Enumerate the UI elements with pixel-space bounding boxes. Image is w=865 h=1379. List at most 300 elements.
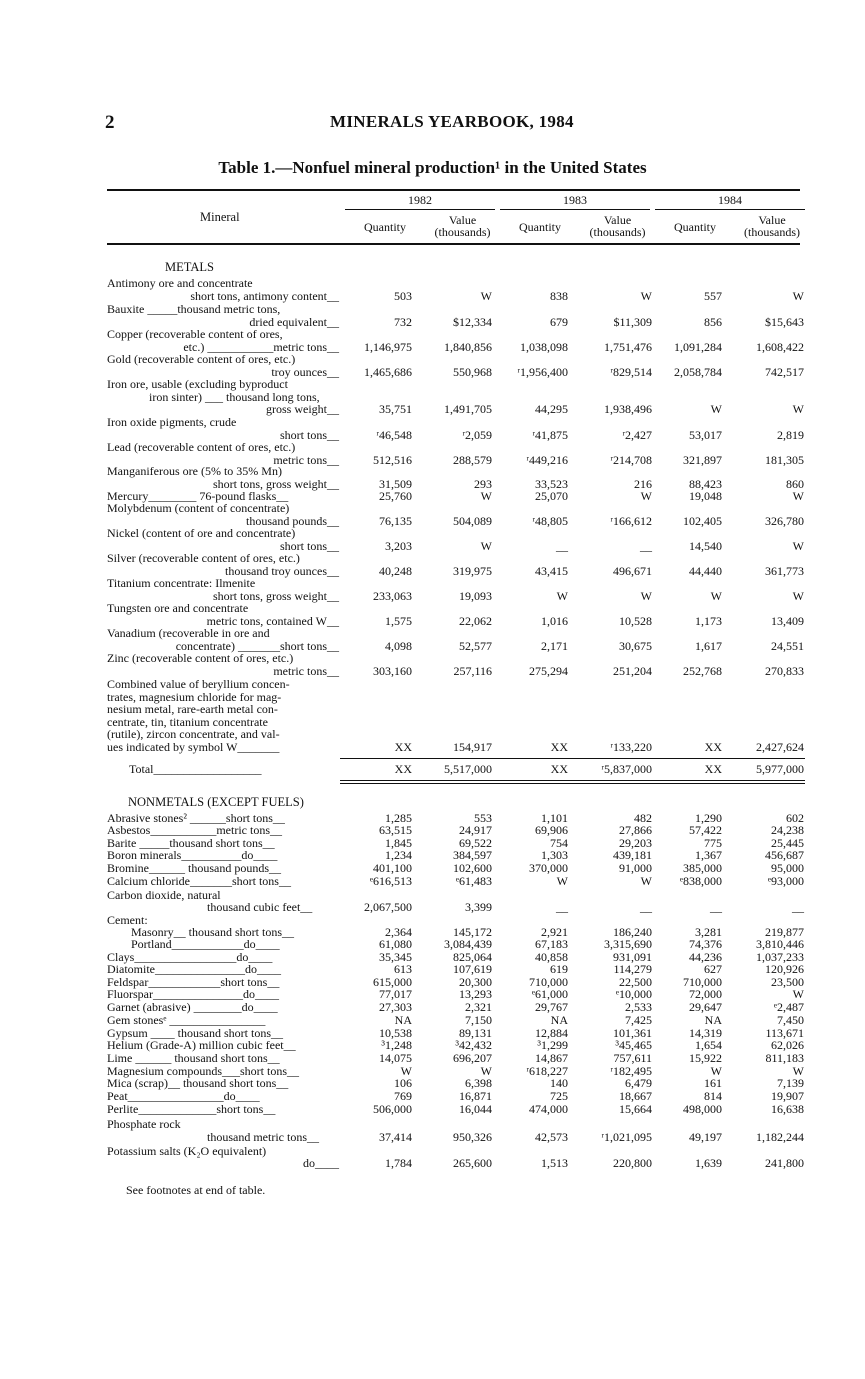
table-cell: ʳ182,495 xyxy=(610,1064,652,1078)
row-label-line: Barite _____thousand short tons__ xyxy=(107,836,275,850)
table-cell: 30,675 xyxy=(619,638,652,653)
table-cell: 241,800 xyxy=(765,1156,804,1170)
row-label xyxy=(107,627,339,652)
table-cell: 67,183 xyxy=(535,937,568,951)
value-header-line1: Value xyxy=(603,213,632,227)
table-cell: W xyxy=(480,288,492,303)
table-cell: 42,573 xyxy=(535,1130,568,1144)
row-label xyxy=(107,1118,339,1131)
row-label-line: Lead (recoverable content of ores, etc.) xyxy=(107,440,296,454)
row-label-line: Silver (recoverable content of ores, etc.) xyxy=(107,551,300,565)
row-label-line: Mercury________ 76-pound flasks__ xyxy=(107,489,289,503)
table-cell: W xyxy=(792,987,804,1001)
row-label xyxy=(107,1052,339,1065)
table-cell: 1,173 xyxy=(695,613,722,628)
table-cell: 145,172 xyxy=(453,925,492,939)
total-value: XX xyxy=(550,762,568,776)
table-cell: ᵉ93,000 xyxy=(767,874,804,888)
row-label xyxy=(107,441,339,466)
table-cell: ᵉ2,487 xyxy=(773,1000,804,1014)
table-cell: 20,300 xyxy=(459,975,492,989)
table-cell: 775 xyxy=(704,836,722,850)
row-label xyxy=(107,678,339,753)
row-label-line: Manganiferous ore (5% to 35% Mn) xyxy=(107,464,282,478)
table-cell: NA xyxy=(394,1013,412,1027)
table-cell: 504,089 xyxy=(453,513,492,528)
table-cell: 319,975 xyxy=(453,563,492,578)
table-cell: ʳ2,427 xyxy=(622,427,652,442)
row-label xyxy=(107,1131,339,1144)
year-rule-1982 xyxy=(345,209,495,210)
table-cell: 29,647 xyxy=(689,1000,722,1014)
total-value: 5,517,000 xyxy=(444,762,492,776)
row-label-line: thousand cubic feet__ xyxy=(207,900,313,914)
table-cell: 496,671 xyxy=(613,563,652,578)
year-rule-1983 xyxy=(500,209,650,210)
row-label-line: Bromine______ thousand pounds__ xyxy=(107,861,281,875)
table-cell: 22,500 xyxy=(619,975,652,989)
row-label-line: Carbon dioxide, natural xyxy=(107,888,221,902)
table-cell: 1,639 xyxy=(695,1156,722,1170)
row-label xyxy=(107,353,339,378)
table-cell: 2,321 xyxy=(465,1000,492,1014)
row-label-line: Abrasive stones² ______short tons__ xyxy=(107,811,285,825)
row-label-line: Antimony ore and concentrate xyxy=(107,276,253,290)
row-label-line: Nickel (content of ore and concentrate) xyxy=(107,526,296,540)
row-label-line: metric tons__ xyxy=(273,663,339,678)
row-label-line: Iron ore, usable (excluding byproduct xyxy=(107,377,288,391)
table-cell: 439,181 xyxy=(613,848,652,862)
table-cell: 385,000 xyxy=(683,861,722,875)
table-cell: 506,000 xyxy=(373,1102,412,1116)
table-cell: 24,238 xyxy=(771,823,804,837)
table-cell: 3,084,439 xyxy=(444,937,492,951)
table-cell: 321,897 xyxy=(683,452,722,467)
row-label-line: Peat________________do____ xyxy=(107,1089,260,1103)
row-label xyxy=(107,465,339,490)
table-cell: 326,780 xyxy=(765,513,804,528)
total-rule-top xyxy=(340,758,805,759)
row-label-line: Asbestos___________metric tons__ xyxy=(107,823,282,837)
row-label-line: Fluorspar_______________do____ xyxy=(107,987,279,1001)
table-cell: 3,281 xyxy=(695,925,722,939)
table-cell: 3,315,690 xyxy=(604,937,652,951)
table-cell: 1,367 xyxy=(695,848,722,862)
table-cell: 10,528 xyxy=(619,613,652,628)
value-header-line1: Value xyxy=(448,213,477,227)
table-cell: W xyxy=(556,588,568,603)
row-label-line: short tons, antimony content__ xyxy=(190,288,339,303)
table-cell: 19,048 xyxy=(689,489,722,503)
header-bottom-rule xyxy=(107,243,800,245)
row-label xyxy=(107,1077,339,1090)
table-cell: 769 xyxy=(394,1089,412,1103)
table-cell: 1,303 xyxy=(541,848,568,862)
table-cell: 10,538 xyxy=(379,1026,412,1040)
table-cell: 2,058,784 xyxy=(674,364,722,379)
table-cell: ʳ829,514 xyxy=(610,364,652,379)
table-cell: 69,522 xyxy=(459,836,492,850)
table-cell: 1,751,476 xyxy=(604,339,652,354)
table-cell: 931,091 xyxy=(613,950,652,964)
table-cell: 257,116 xyxy=(453,663,492,678)
row-label xyxy=(107,552,339,577)
table-cell: 19,093 xyxy=(459,588,492,603)
table-cell: 2,533 xyxy=(625,1000,652,1014)
table-cell: 1,101 xyxy=(541,811,568,825)
year-rule-1984 xyxy=(655,209,805,210)
row-label-line: thousand troy ounces__ xyxy=(225,563,339,578)
table-cell: 1,840,856 xyxy=(444,339,492,354)
table-cell: 811,183 xyxy=(765,1051,804,1065)
row-label xyxy=(107,602,339,627)
table-cell: 113,671 xyxy=(765,1026,804,1040)
table-cell: 69,906 xyxy=(535,823,568,837)
value-header-line1: Value xyxy=(758,213,786,227)
table-cell: ʳ133,220 xyxy=(610,739,652,754)
table-cell: 14,867 xyxy=(535,1051,568,1065)
row-label-line: short tons, gross weight__ xyxy=(213,588,339,603)
row-label-line: Gypsum ____ thousand short tons__ xyxy=(107,1026,284,1040)
table-cell: 106 xyxy=(394,1076,412,1090)
table-cell: 57,422 xyxy=(689,823,722,837)
quantity-header: Quantity xyxy=(364,220,406,234)
table-cell: 619 xyxy=(550,962,568,976)
table-cell: W xyxy=(710,1064,722,1078)
row-label xyxy=(107,875,339,888)
table-cell: 1,037,233 xyxy=(756,950,804,964)
table-cell: 74,376 xyxy=(689,937,722,951)
table-cell: ᵉ838,000 xyxy=(679,874,722,888)
row-label-line: Gem stonesᵉ ________________ xyxy=(107,1013,266,1027)
table-cell: 2,364 xyxy=(385,925,412,939)
table-cell: 16,871 xyxy=(459,1089,492,1103)
table-cell: W xyxy=(400,1064,412,1078)
table-cell: ʳ449,216 xyxy=(526,452,568,467)
row-label-line: Vanadium (recoverable in ore and xyxy=(107,626,270,640)
table-cell: 725 xyxy=(550,1089,568,1103)
row-label xyxy=(107,1014,339,1027)
row-label-line: ues indicated by symbol W_______ xyxy=(107,739,280,754)
table-cell: 838 xyxy=(550,288,568,303)
row-label-line: Boron minerals__________do____ xyxy=(107,848,278,862)
row-label xyxy=(107,824,339,837)
table-cell: 140 xyxy=(550,1076,568,1090)
table-cell: 44,236 xyxy=(689,950,722,964)
table-cell: 401,100 xyxy=(373,861,412,875)
total-value: 5,977,000 xyxy=(756,762,804,776)
table-cell: ʳ2,059 xyxy=(462,427,492,442)
table-cell: W xyxy=(480,538,492,553)
table-cell: 456,687 xyxy=(765,848,804,862)
row-label-line: Mica (scrap)__ thousand short tons__ xyxy=(107,1076,289,1090)
row-label-line: Combined value of beryllium concen- xyxy=(107,677,290,691)
row-label-line: troy ounces__ xyxy=(271,364,339,379)
table-cell: 825,064 xyxy=(453,950,492,964)
table-cell: 216 xyxy=(634,476,652,491)
table-cell: 602 xyxy=(786,811,804,825)
year-1982: 1982 xyxy=(408,193,432,207)
row-label xyxy=(107,303,339,328)
row-label xyxy=(107,577,339,602)
row-label-line: Phosphate rock xyxy=(107,1117,181,1131)
table-cell: 627 xyxy=(704,962,722,976)
table-cell: 2,427,624 xyxy=(756,739,804,754)
table-cell: 1,285 xyxy=(385,811,412,825)
value-header-line2: (thousands) xyxy=(744,225,800,239)
table-cell: 303,160 xyxy=(373,663,412,678)
value-header xyxy=(425,214,500,238)
table-cell: 370,000 xyxy=(529,861,568,875)
table-cell: W xyxy=(792,538,804,553)
table-cell: 4,098 xyxy=(385,638,412,653)
table-cell: 44,295 xyxy=(535,402,568,416)
table-cell: 13,409 xyxy=(771,613,804,628)
table-cell: 6,398 xyxy=(465,1076,492,1090)
table-cell: 7,425 xyxy=(625,1013,652,1027)
table-cell: 1,290 xyxy=(695,811,722,825)
table-cell: ʳ46,548 xyxy=(376,427,412,442)
table-cell: 1,608,422 xyxy=(756,339,804,354)
table-cell: 102,600 xyxy=(453,861,492,875)
table-cell: 12,884 xyxy=(535,1026,568,1040)
row-label-line: Copper (recoverable content of ores, xyxy=(107,327,283,341)
table-cell: 1,617 xyxy=(695,638,722,653)
table-cell: $15,643 xyxy=(765,314,804,329)
table-cell: W xyxy=(792,1064,804,1078)
row-label xyxy=(107,938,339,951)
row-label-line: Zinc (recoverable content of ores, etc.) xyxy=(107,651,294,665)
table-cell: 44,440 xyxy=(689,563,722,578)
row-label-line: (rutile), zircon concentrate, and val- xyxy=(107,727,280,741)
table-cell: 6,479 xyxy=(625,1076,652,1090)
table-cell: XX xyxy=(394,739,412,754)
table-cell: __ xyxy=(640,900,652,914)
table-cell: ʳ48,805 xyxy=(532,513,568,528)
table-cell: ʳ1,956,400 xyxy=(517,364,568,379)
table-cell: 1,575 xyxy=(385,613,412,628)
total-value: XX xyxy=(704,762,722,776)
table-cell: W xyxy=(792,402,804,416)
table-cell: ³42,432 xyxy=(455,1038,492,1052)
table-cell: 710,000 xyxy=(529,975,568,989)
table-cell: 757,611 xyxy=(613,1051,652,1065)
row-label-line: metric tons, contained W__ xyxy=(206,613,339,628)
table-cell: NA xyxy=(704,1013,722,1027)
total-value: XX xyxy=(394,762,412,776)
row-label-line: thousand metric tons__ xyxy=(207,1130,319,1144)
table-cell: 814 xyxy=(704,1089,722,1103)
table-cell: 95,000 xyxy=(771,861,804,875)
table-cell: W xyxy=(640,874,652,888)
total-value: ʳ5,837,000 xyxy=(601,762,652,776)
table-cell: ³45,465 xyxy=(615,1038,652,1052)
table-cell: ³1,299 xyxy=(537,1038,568,1052)
quantity-header: Quantity xyxy=(674,220,716,234)
table-cell: 37,414 xyxy=(379,1130,412,1144)
table-cell: 161 xyxy=(704,1076,722,1090)
table-cell: 2,921 xyxy=(541,925,568,939)
row-label-line: Perlite_____________short tons__ xyxy=(107,1102,276,1116)
running-head: MINERALS YEARBOOK, 1984 xyxy=(330,112,574,131)
table-cell: 25,760 xyxy=(379,489,412,503)
table-cell: 53,017 xyxy=(689,427,722,442)
table-cell: XX xyxy=(704,739,722,754)
page-number: 2 xyxy=(105,112,115,133)
table-cell: 89,131 xyxy=(459,1026,492,1040)
table-cell: 474,000 xyxy=(529,1102,568,1116)
total-rule-bottom xyxy=(340,780,805,781)
table-cell: 384,597 xyxy=(453,848,492,862)
table-cell: 498,000 xyxy=(683,1102,722,1116)
table-cell: __ xyxy=(556,538,568,553)
table-cell: 288,579 xyxy=(453,452,492,467)
table-cell: 7,450 xyxy=(777,1013,804,1027)
table-cell: 270,833 xyxy=(765,663,804,678)
table-title: Table 1.—Nonfuel mineral production¹ in the United States xyxy=(218,158,647,177)
row-label-line: Molybdenum (content of concentrate) xyxy=(107,501,290,515)
table-cell: 52,577 xyxy=(459,638,492,653)
value-header xyxy=(733,214,811,238)
row-label-line: centrate, tin, titanium concentrate xyxy=(107,714,268,729)
table-cell: 72,000 xyxy=(689,987,722,1001)
table-cell: 265,600 xyxy=(453,1156,492,1170)
table-cell: __ xyxy=(556,900,568,914)
table-cell: 62,026 xyxy=(771,1038,804,1052)
row-label xyxy=(107,328,339,353)
table-cell: 16,044 xyxy=(459,1102,492,1116)
table-cell: ʳ41,875 xyxy=(532,427,568,442)
table-cell: 14,540 xyxy=(689,538,722,553)
table-cell: 512,516 xyxy=(373,452,412,467)
table-cell: W xyxy=(640,489,652,503)
table-cell: 219,877 xyxy=(765,925,804,939)
table-cell: 2,067,500 xyxy=(364,900,412,914)
table-cell: 33,523 xyxy=(535,476,568,491)
table-cell: 710,000 xyxy=(683,975,722,989)
section-heading-metals: METALS xyxy=(165,260,214,274)
table-cell: 120,926 xyxy=(765,962,804,976)
table-cell: 88,423 xyxy=(689,476,722,491)
row-label xyxy=(107,1039,339,1052)
table-cell: 186,240 xyxy=(613,925,652,939)
mineral-column-header: Mineral xyxy=(200,210,240,224)
year-1983: 1983 xyxy=(563,193,587,207)
table-cell: 61,080 xyxy=(379,937,412,951)
table-cell: 19,907 xyxy=(771,1089,804,1103)
row-label-line: Clays_________________do____ xyxy=(107,950,273,964)
table-cell: 1,938,496 xyxy=(604,402,652,416)
row-label xyxy=(107,862,339,875)
table-cell: 91,000 xyxy=(619,861,652,875)
table-cell: W xyxy=(710,588,722,603)
table-cell: ʳ166,612 xyxy=(610,513,652,528)
row-label xyxy=(107,849,339,862)
table-cell: 1,234 xyxy=(385,848,412,862)
row-label-line: Helium (Grade-A) million cubic feet__ xyxy=(107,1038,296,1052)
table-cell: __ xyxy=(640,538,652,553)
row-label-line: nesium metal, rare-earth metal con- xyxy=(107,702,278,716)
table-cell: 293 xyxy=(474,476,492,491)
table-cell: W xyxy=(710,402,722,416)
value-header xyxy=(580,214,655,238)
table-cell: 101,361 xyxy=(613,1026,652,1040)
table-top-rule xyxy=(107,189,800,191)
section-heading-nonmetals: NONMETALS (EXCEPT FUELS) xyxy=(128,795,304,809)
table-cell: ᵉ61,483 xyxy=(455,874,492,888)
row-label-line: etc.) ___________metric tons__ xyxy=(183,339,339,354)
row-label-line: Diatomite_______________do____ xyxy=(107,962,281,976)
row-label xyxy=(107,988,339,1001)
table-cell: 35,751 xyxy=(379,402,412,416)
value-header-line2: (thousands) xyxy=(434,225,491,239)
row-label-line: Iron oxide pigments, crude xyxy=(107,415,237,429)
table-cell: ᵉ10,000 xyxy=(615,987,652,1001)
table-cell: 550,968 xyxy=(453,364,492,379)
row-label-line: Bauxite _____thousand metric tons, xyxy=(107,302,281,316)
row-label-line: Titanium concentrate: Ilmenite xyxy=(107,576,256,590)
table-cell: W xyxy=(792,489,804,503)
row-label-line: short tons, gross weight__ xyxy=(213,476,339,491)
row-label-line: Cement: xyxy=(107,913,148,927)
table-cell: 860 xyxy=(786,476,804,491)
table-cell: 16,638 xyxy=(771,1102,804,1116)
row-label-line: Calcium chloride_______short tons__ xyxy=(107,874,291,888)
table-cell: 361,773 xyxy=(765,563,804,578)
table-cell: 154,917 xyxy=(453,739,492,754)
row-label xyxy=(107,378,339,416)
table-cell: 22,062 xyxy=(459,613,492,628)
table-cell: 1,091,284 xyxy=(674,339,722,354)
table-cell: 553 xyxy=(474,811,492,825)
table-cell: 220,800 xyxy=(613,1156,652,1170)
table-cell: 40,858 xyxy=(535,950,568,964)
row-label-line: short tons__ xyxy=(279,427,339,442)
table-cell: 1,182,244 xyxy=(756,1130,804,1144)
row-label xyxy=(107,652,339,677)
table-cell: 107,619 xyxy=(453,962,492,976)
row-label-line: Potassium salts (K₂O equivalent) xyxy=(107,1144,267,1158)
table-cell: 63,515 xyxy=(379,823,412,837)
row-label-line: short tons__ xyxy=(279,538,339,553)
table-cell: 27,866 xyxy=(619,823,652,837)
value-header-line2: (thousands) xyxy=(589,225,646,239)
row-label-line: Feldspar____________short tons__ xyxy=(107,975,280,989)
row-label-line: thousand pounds__ xyxy=(246,513,339,528)
table-cell: W xyxy=(556,874,568,888)
row-label xyxy=(107,1001,339,1014)
row-label-line: trates, magnesium chloride for mag- xyxy=(107,689,282,704)
table-cell: 233,063 xyxy=(373,588,412,603)
row-label-line: Lime ______ thousand short tons__ xyxy=(107,1051,280,1065)
table-cell: 49,197 xyxy=(689,1130,722,1144)
row-label-line: gross weight__ xyxy=(266,402,339,416)
table-cell: 102,405 xyxy=(683,513,722,528)
table-cell: 613 xyxy=(394,962,412,976)
table-cell: 15,922 xyxy=(689,1051,722,1065)
row-label-line: concentrate) _______short tons__ xyxy=(175,638,339,653)
table-cell: ³1,248 xyxy=(381,1038,412,1052)
table-cell: 950,326 xyxy=(453,1130,492,1144)
table-cell: 1,016 xyxy=(541,613,568,628)
table-cell: 29,767 xyxy=(535,1000,568,1014)
table-cell: $12,334 xyxy=(453,314,492,329)
table-cell: 31,509 xyxy=(379,476,412,491)
row-label-line: Magnesium compounds___short tons__ xyxy=(107,1064,299,1078)
table-cell: 1,513 xyxy=(541,1156,568,1170)
table-cell: 43,415 xyxy=(535,563,568,578)
table-cell: W xyxy=(792,588,804,603)
